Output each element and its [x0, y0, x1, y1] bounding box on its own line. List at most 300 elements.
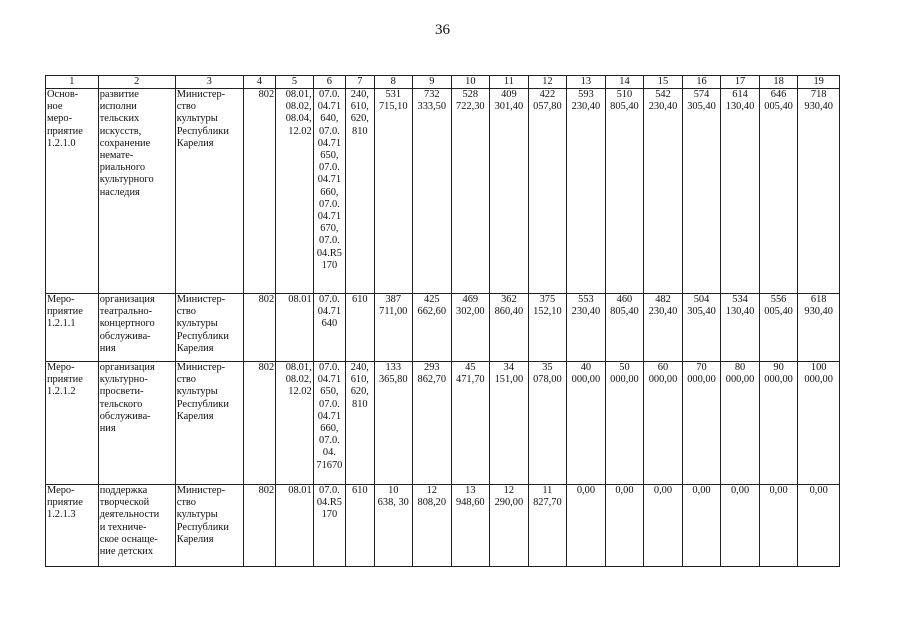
cell-line: 660, — [320, 423, 339, 435]
column-header: 9 — [413, 76, 452, 89]
column-header: 16 — [682, 76, 721, 89]
cell-line: 08.02, — [285, 374, 312, 386]
cell-line: ние детских — [99, 546, 154, 558]
table-cell — [798, 485, 840, 567]
table-cell — [313, 485, 345, 567]
cell-line: меро- — [47, 113, 73, 125]
table-row — [46, 89, 840, 294]
cell-line: обслужива- — [99, 330, 151, 342]
cell-line: 12.02 — [288, 125, 312, 137]
table-cell — [528, 89, 567, 294]
cell-line: 04.71 — [317, 374, 342, 386]
table-cell — [374, 485, 413, 567]
cell-line: 810 — [352, 125, 368, 137]
table-cell — [567, 485, 606, 567]
cell-line: 0,00 — [692, 485, 711, 496]
table-cell — [175, 294, 243, 362]
table-cell — [313, 89, 345, 294]
table-cell — [243, 294, 275, 362]
cell-line: Меро- — [47, 485, 75, 496]
cell-line: культуры — [176, 113, 218, 125]
cell-line: 07.0. — [319, 294, 340, 305]
table-cell — [682, 485, 721, 567]
cell-line: 0,00 — [730, 485, 750, 496]
cell-line: 170 — [321, 259, 338, 271]
cell-line: Республики — [176, 330, 229, 342]
cell-line: 862,70 — [417, 374, 447, 386]
cell-line: 808,20 — [417, 497, 447, 509]
table-cell — [567, 294, 606, 362]
table-cell — [490, 485, 529, 567]
cell-line: 71670 — [316, 459, 343, 471]
cell-line: 618 — [810, 294, 827, 305]
column-header: 13 — [567, 76, 606, 89]
table-cell — [175, 362, 243, 485]
cell-line: 305,40 — [687, 101, 716, 113]
cell-line: 50 — [619, 362, 630, 373]
cell-line: риального — [99, 162, 146, 174]
cell-line: ство — [176, 101, 196, 113]
table-cell — [98, 89, 175, 294]
cell-line: 333,50 — [417, 101, 447, 113]
cell-line: 802 — [258, 362, 275, 373]
cell-line: 375 — [539, 294, 556, 305]
cell-line: развитие — [99, 89, 139, 100]
cell-line: 152,10 — [533, 306, 562, 318]
cell-line: 715,10 — [378, 101, 408, 113]
cell-line: 240, — [350, 89, 369, 100]
cell-line: организация — [99, 294, 155, 305]
cell-line: 610 — [352, 294, 368, 305]
cell-line: приятие — [47, 497, 83, 509]
table-cell — [243, 485, 275, 567]
cell-line: 660, — [320, 186, 339, 198]
cell-line: 12.02 — [288, 386, 312, 398]
table-cell — [451, 362, 490, 485]
column-header: 10 — [451, 76, 490, 89]
cell-line: Меро- — [47, 362, 75, 373]
cell-line: культурного — [99, 174, 154, 186]
cell-line: Республики — [176, 398, 229, 410]
table-cell — [759, 294, 798, 362]
table-cell — [798, 89, 840, 294]
table-cell — [644, 485, 683, 567]
cell-line: 469 — [462, 294, 479, 305]
cell-line: Основ- — [47, 89, 79, 100]
cell-line: 460 — [616, 294, 633, 305]
table-cell — [605, 362, 644, 485]
cell-line: немате- — [99, 150, 134, 162]
table-row — [46, 362, 840, 485]
cell-line: культуры — [176, 318, 218, 330]
table-cell — [605, 485, 644, 567]
cell-line: 10 — [388, 485, 399, 496]
table-cell — [313, 294, 345, 362]
table-cell — [46, 89, 99, 294]
cell-line: 574 — [693, 89, 710, 100]
table-row — [46, 294, 840, 362]
cell-line: ное — [47, 101, 63, 113]
cell-line: 07.0. — [319, 435, 340, 447]
cell-line: 078,00 — [533, 374, 562, 386]
table-cell — [276, 89, 314, 294]
table-cell — [46, 294, 99, 362]
cell-line: 510 — [616, 89, 633, 100]
cell-line: 12 — [426, 485, 437, 496]
cell-line: 860,40 — [494, 306, 524, 318]
cell-line: приятие — [47, 125, 83, 137]
cell-line: тельских — [99, 113, 140, 125]
column-header: 7 — [346, 76, 374, 89]
table-cell — [243, 362, 275, 485]
cell-line: культурно- — [99, 374, 148, 386]
cell-line: 365,80 — [378, 374, 408, 386]
cell-line: 12 — [503, 485, 515, 496]
cell-line: 60 — [657, 362, 669, 373]
cell-line: просвети- — [99, 386, 144, 398]
cell-line: 1.2.1.2 — [47, 386, 76, 398]
cell-line: 000,00 — [648, 374, 678, 386]
table-header-row — [46, 76, 840, 89]
cell-line: 70 — [696, 362, 707, 373]
cell-line: поддержка — [99, 485, 148, 496]
cell-line: 593 — [578, 89, 594, 100]
cell-line: 542 — [655, 89, 671, 100]
table-cell — [451, 294, 490, 362]
table-cell — [528, 485, 567, 567]
table-cell — [374, 294, 413, 362]
cell-line: 802 — [258, 294, 275, 305]
cell-line: 07.0. — [319, 398, 340, 410]
table-cell — [528, 362, 567, 485]
cell-line: культуры — [176, 509, 218, 521]
cell-line: 04.R5 — [316, 497, 342, 509]
table-cell — [346, 294, 374, 362]
cell-line: 638, 30 — [377, 497, 409, 509]
cell-line: и техниче- — [99, 521, 147, 533]
cell-line: 640 — [321, 318, 338, 330]
table-cell — [644, 89, 683, 294]
column-header: 1 — [46, 76, 99, 89]
cell-line: 810 — [352, 398, 368, 410]
cell-line: 650, — [320, 150, 339, 162]
cell-line: 670, — [320, 223, 339, 235]
table-cell — [682, 89, 721, 294]
cell-line: ния — [99, 423, 116, 435]
table-cell — [605, 294, 644, 362]
cell-line: ство — [176, 497, 196, 509]
cell-line: организация — [99, 362, 155, 373]
cell-line: ство — [176, 374, 196, 386]
cell-line: 362 — [501, 294, 517, 305]
cell-line: 04.71 — [317, 174, 342, 186]
cell-line: 000,00 — [764, 374, 793, 386]
cell-line: 130,40 — [725, 306, 755, 318]
cell-line: 0,00 — [653, 485, 673, 496]
table-cell — [759, 485, 798, 567]
cell-line: 057,80 — [533, 101, 562, 113]
table-cell — [413, 89, 452, 294]
table-cell — [798, 362, 840, 485]
cell-line: 34 — [503, 362, 515, 373]
budget-table — [45, 75, 840, 567]
table-cell — [759, 89, 798, 294]
column-header: 3 — [175, 76, 243, 89]
column-header: 6 — [313, 76, 345, 89]
cell-line: 04.71 — [317, 211, 342, 223]
table-cell — [759, 362, 798, 485]
cell-line: 305,40 — [687, 306, 716, 318]
cell-line: 471,70 — [456, 374, 485, 386]
cell-line: 151,00 — [494, 374, 524, 386]
cell-line: 553 — [578, 294, 594, 305]
column-header: 15 — [644, 76, 683, 89]
cell-line: 646 — [770, 89, 787, 100]
cell-line: 07.0. — [319, 125, 340, 137]
column-header: 12 — [528, 76, 567, 89]
cell-line: 45 — [465, 362, 476, 373]
table-cell — [313, 362, 345, 485]
cell-line: 07.0. — [319, 485, 340, 496]
cell-line: 08.01, — [285, 362, 312, 373]
cell-line: 531 — [385, 89, 402, 100]
cell-line: 482 — [655, 294, 671, 305]
table-cell — [98, 362, 175, 485]
cell-line: 722,30 — [456, 101, 485, 113]
cell-line: 620, — [350, 113, 369, 125]
cell-line: 07.0. — [319, 198, 340, 210]
cell-line: 07.0. — [319, 162, 340, 174]
cell-line: 07.0. — [319, 89, 340, 100]
cell-line: 0,00 — [809, 485, 828, 496]
cell-line: 005,40 — [764, 306, 793, 318]
cell-line: 802 — [258, 89, 275, 100]
cell-line: 35 — [542, 362, 553, 373]
cell-line: 620, — [350, 386, 369, 398]
cell-line: 409 — [501, 89, 517, 100]
cell-line: 000,00 — [610, 374, 639, 386]
table-cell — [798, 294, 840, 362]
cell-line: 387 — [385, 294, 402, 305]
cell-line: 640, — [320, 113, 339, 125]
cell-line: Республики — [176, 125, 229, 137]
cell-line: 1.2.1.1 — [47, 318, 76, 330]
page-number: 36 — [435, 22, 450, 38]
table-cell — [644, 294, 683, 362]
cell-line: 230,40 — [648, 101, 678, 113]
cell-line: 40 — [580, 362, 592, 373]
cell-line: 732 — [424, 89, 440, 100]
cell-line: 948,60 — [456, 497, 485, 509]
cell-line: 0,00 — [576, 485, 596, 496]
table-cell — [490, 89, 529, 294]
column-header: 19 — [798, 76, 840, 89]
cell-line: 170 — [321, 509, 338, 521]
column-header: 17 — [721, 76, 760, 89]
table-cell — [346, 362, 374, 485]
table-cell — [721, 294, 760, 362]
cell-line: 90 — [773, 362, 784, 373]
cell-line: 04. — [322, 447, 336, 459]
column-header: 18 — [759, 76, 798, 89]
table-cell — [605, 89, 644, 294]
cell-line: исполни — [99, 101, 137, 113]
cell-line: Карелия — [176, 533, 214, 545]
table-cell — [451, 485, 490, 567]
table-cell — [98, 294, 175, 362]
table-cell — [451, 89, 490, 294]
table-cell — [276, 294, 314, 362]
column-header: 11 — [490, 76, 529, 89]
table-cell — [346, 89, 374, 294]
cell-line: 13 — [465, 485, 476, 496]
cell-line: 805,40 — [610, 101, 639, 113]
cell-line: ния — [99, 342, 116, 354]
cell-line: 230,40 — [648, 306, 678, 318]
cell-line: 0,00 — [615, 485, 634, 496]
table-cell — [346, 485, 374, 567]
cell-line: 930,40 — [804, 306, 833, 318]
table-cell — [721, 89, 760, 294]
cell-line: 133 — [385, 362, 402, 373]
column-header: 5 — [276, 76, 314, 89]
table-cell — [567, 362, 606, 485]
table-cell — [46, 362, 99, 485]
table-cell — [374, 362, 413, 485]
cell-line: 04.71 — [317, 101, 342, 113]
column-header: 4 — [243, 76, 275, 89]
cell-line: приятие — [47, 306, 83, 318]
cell-line: ское оснаще- — [99, 533, 158, 545]
cell-line: 08.04, — [285, 113, 312, 125]
cell-line: 504 — [693, 294, 710, 305]
cell-line: Республики — [176, 521, 229, 533]
cell-line: 302,00 — [456, 306, 485, 318]
cell-line: 650, — [320, 386, 339, 398]
cell-line: 802 — [258, 485, 275, 496]
cell-line: 805,40 — [610, 306, 639, 318]
cell-line: 08.01 — [288, 294, 312, 305]
cell-line: 240, — [350, 362, 369, 373]
cell-line: 08.02, — [285, 101, 312, 113]
cell-line: 528 — [462, 89, 479, 100]
cell-line: Меро- — [47, 294, 75, 305]
cell-line: Министер- — [176, 294, 226, 305]
cell-line: концертного — [99, 318, 155, 330]
cell-line: 80 — [734, 362, 746, 373]
cell-line: 301,40 — [494, 101, 524, 113]
cell-line: 827,70 — [533, 497, 562, 509]
table-cell — [413, 362, 452, 485]
cell-line: 930,40 — [804, 101, 833, 113]
table-cell — [682, 362, 721, 485]
table-cell — [243, 89, 275, 294]
cell-line: 614 — [732, 89, 748, 100]
table-cell — [413, 294, 452, 362]
table-cell — [721, 362, 760, 485]
cell-line: 556 — [770, 294, 787, 305]
cell-line: Карелия — [176, 410, 214, 422]
table-cell — [276, 485, 314, 567]
cell-line: наследия — [99, 186, 140, 198]
cell-line: 04.71 — [317, 410, 342, 422]
cell-line: 005,40 — [764, 101, 793, 113]
cell-line: 293 — [424, 362, 440, 373]
table-cell — [567, 89, 606, 294]
cell-line: 04.71 — [317, 137, 342, 149]
table-cell — [682, 294, 721, 362]
cell-line: ство — [176, 306, 196, 318]
column-header: 8 — [374, 76, 413, 89]
table-cell — [490, 362, 529, 485]
table-cell — [175, 89, 243, 294]
cell-line: театрально- — [99, 306, 153, 318]
cell-line: 04.71 — [317, 306, 342, 318]
cell-line: Карелия — [176, 342, 214, 354]
cell-line: 1.2.1.0 — [47, 137, 76, 149]
cell-line: 000,00 — [725, 374, 755, 386]
cell-line: Министер- — [176, 362, 226, 373]
cell-line: 000,00 — [571, 374, 601, 386]
table-cell — [46, 485, 99, 567]
cell-line: 610, — [350, 101, 369, 113]
cell-line: сохранение — [99, 137, 151, 149]
cell-line: 07.0. — [319, 235, 340, 247]
cell-line: 422 — [539, 89, 556, 100]
cell-line: культуры — [176, 386, 218, 398]
table-cell — [528, 294, 567, 362]
cell-line: 08.01 — [288, 485, 312, 496]
cell-line: Карелия — [176, 137, 214, 149]
column-header: 2 — [98, 76, 175, 89]
table-cell — [644, 362, 683, 485]
cell-line: 11 — [542, 485, 553, 496]
table-cell — [276, 362, 314, 485]
cell-line: 711,00 — [379, 306, 408, 318]
table-cell — [98, 485, 175, 567]
cell-line: 04.R5 — [316, 247, 342, 259]
cell-line: 130,40 — [725, 101, 755, 113]
cell-line: 08.01, — [285, 89, 312, 100]
cell-line: 0,00 — [769, 485, 788, 496]
cell-line: тельского — [99, 398, 143, 410]
cell-line: обслужива- — [99, 410, 151, 422]
cell-line: приятие — [47, 374, 83, 386]
cell-line: 610 — [352, 485, 368, 496]
cell-line: 425 — [424, 294, 440, 305]
cell-line: 000,00 — [687, 374, 716, 386]
table-row — [46, 485, 840, 567]
column-header: 14 — [605, 76, 644, 89]
table-cell — [413, 485, 452, 567]
cell-line: 610, — [350, 374, 369, 386]
cell-line: 230,40 — [571, 306, 601, 318]
cell-line: 07.0. — [319, 362, 340, 373]
cell-line: деятельности — [99, 509, 160, 521]
cell-line: творческой — [99, 497, 150, 509]
table-cell — [374, 89, 413, 294]
cell-line: 230,40 — [571, 101, 601, 113]
cell-line: Министер- — [176, 89, 226, 100]
table-cell — [721, 485, 760, 567]
table-cell — [175, 485, 243, 567]
cell-line: 662,60 — [417, 306, 447, 318]
cell-line: 290,00 — [494, 497, 524, 509]
cell-line: 100 — [810, 362, 827, 373]
cell-line: 534 — [732, 294, 748, 305]
cell-line: 718 — [810, 89, 827, 100]
cell-line: искусств, — [99, 125, 142, 137]
